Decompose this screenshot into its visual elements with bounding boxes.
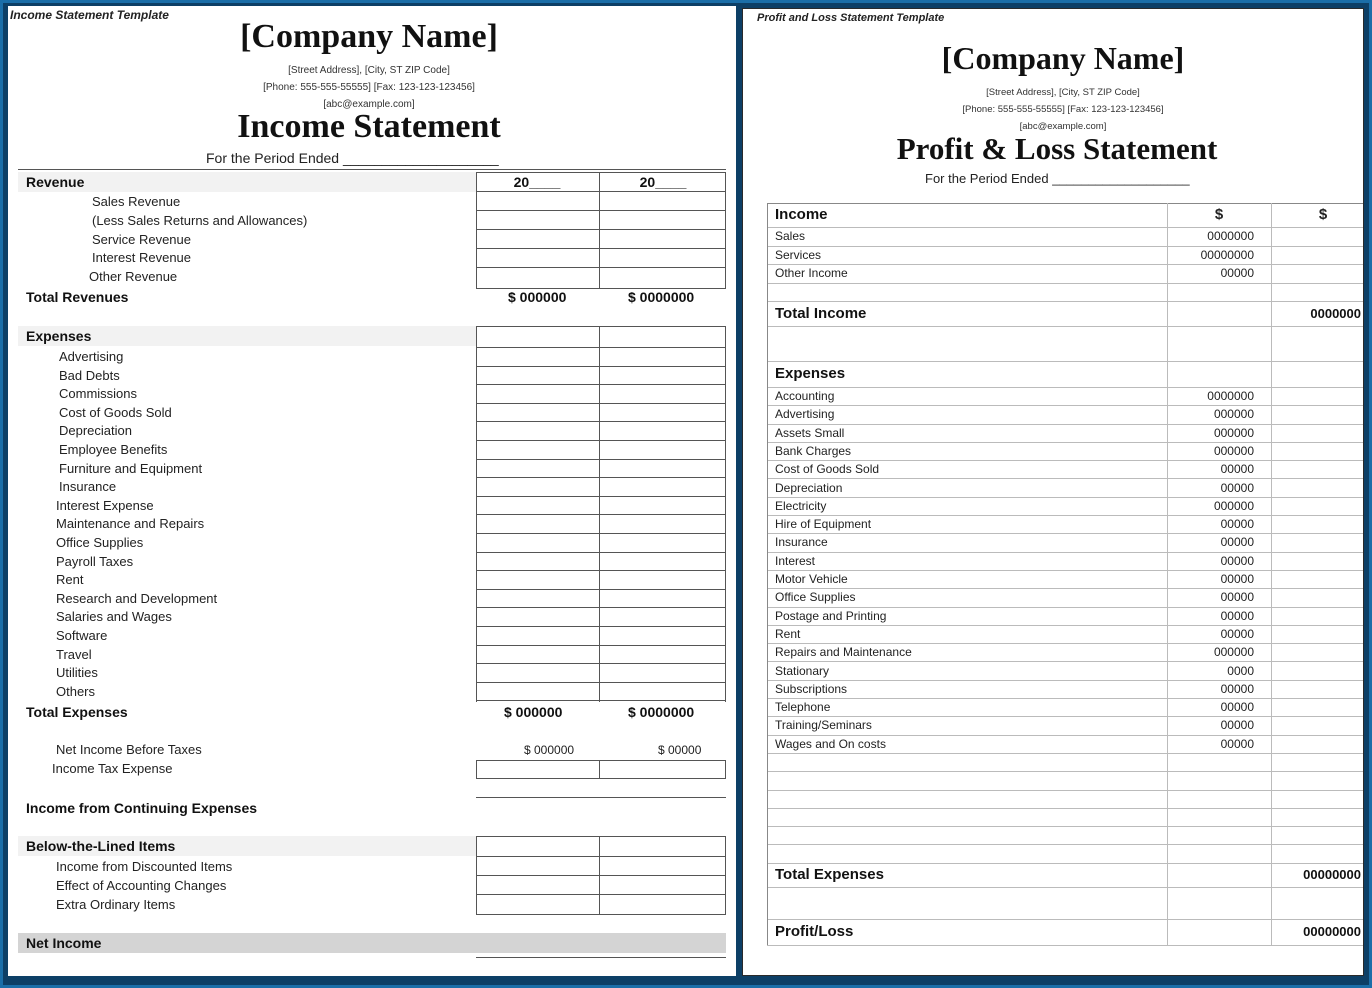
net-before-taxes-col1: $ 000000 (524, 743, 575, 757)
below-item: Extra Ordinary Items (56, 897, 176, 912)
pl-row-label: Telephone (775, 700, 831, 715)
email-line: [abc@example.com] (323, 99, 415, 110)
pl-row-label: Postage and Printing (775, 608, 887, 623)
pl-col-left (767, 203, 768, 945)
pl-row-value-1: 00000000 (1200, 247, 1254, 262)
pl-row-label: Repairs and Maintenance (775, 645, 912, 660)
grid-row-line (476, 288, 726, 289)
grid-row-line (476, 700, 726, 701)
pl-row-label: Other Income (775, 266, 848, 280)
phone-line: [Phone: 555-555-55555] [Fax: 123-123-123456] (263, 82, 475, 93)
template-title: Profit and Loss Statement Template (757, 12, 945, 24)
grid-row-line (476, 191, 726, 192)
grid-row-line (476, 552, 726, 553)
pl-col-right (1271, 203, 1272, 945)
expense-item: Interest Expense (56, 497, 154, 513)
pl-row (767, 387, 1364, 406)
pl-row-value-1: 00000 (1220, 608, 1254, 623)
grid-col-mid (599, 172, 600, 288)
grid-row-line (476, 384, 726, 385)
grid-row-line (476, 875, 726, 876)
pl-row-value-1: 0000000 (1207, 389, 1254, 403)
grid-row-line (476, 403, 726, 404)
pl-row-value-1: 00000 (1220, 266, 1254, 280)
continuing-line (476, 797, 726, 798)
below-item: Income from Discounted Items (56, 859, 233, 874)
pl-row (767, 771, 1364, 790)
tax-row-top (476, 760, 726, 761)
pl-row-value-1: 00000 (1220, 718, 1254, 733)
total-revenues-label: Total Revenues (26, 289, 129, 305)
grid-row-line (476, 459, 726, 460)
expense-item: Others (56, 683, 96, 699)
expense-item: Utilities (56, 665, 98, 681)
pl-row-label: Motor Vehicle (775, 572, 848, 586)
grid-col-left (476, 172, 477, 288)
grid-row-line (476, 589, 726, 590)
pl-row-value-1: 000000 (1213, 443, 1254, 458)
company-name: [Company Name] (941, 40, 1185, 76)
period-line: For the Period Ended ___________________ (925, 171, 1190, 186)
company-name: [Company Name] (240, 18, 498, 55)
pl-row-label: Total Expenses (775, 865, 884, 883)
header-divider (18, 169, 726, 170)
grid-row-line (476, 347, 726, 348)
grid-row-line (476, 836, 726, 837)
year-col-1: 20____ (513, 174, 561, 190)
pl-row-label: Cost of Goods Sold (775, 462, 880, 477)
grid-row-line (476, 421, 726, 422)
revenue-item: Sales Revenue (92, 194, 181, 209)
pl-row-label: Wages and On costs (775, 736, 886, 751)
pl-row-value-1: $ (1214, 206, 1224, 223)
grid-row-line (476, 210, 726, 211)
pl-row-value-1: 00000 (1220, 700, 1254, 715)
pl-row-value-1: 00000 (1220, 517, 1254, 532)
pl-col-mid (1167, 203, 1168, 945)
grid-row-line (476, 440, 726, 441)
tax-row-mid (599, 760, 600, 778)
grid-row-line (476, 607, 726, 608)
pl-row-value-1: 00000 (1220, 462, 1254, 477)
pl-row-label: Bank Charges (775, 443, 852, 458)
grid-row-line (476, 894, 726, 895)
pl-row-value-1: 0000000 (1207, 229, 1254, 243)
revenue-item: Interest Revenue (92, 250, 192, 265)
pl-row (767, 301, 1364, 327)
address-line: [Street Address], [City, ST ZIP Code] (986, 87, 1140, 98)
grid-row-line (476, 856, 726, 857)
pl-row (767, 515, 1364, 534)
pl-row-label: Total Income (775, 305, 867, 322)
pl-row-value-1: 00000 (1220, 535, 1254, 550)
revenue-item: (Less Sales Returns and Allowances) (92, 213, 308, 228)
pl-row (767, 361, 1364, 388)
grid-row-line (476, 533, 726, 534)
pl-row (767, 680, 1364, 699)
grid-row-line (476, 248, 726, 249)
pl-row (767, 460, 1364, 479)
income-statement-page (8, 6, 736, 976)
pl-table-top (767, 203, 1364, 204)
pl-row (767, 625, 1364, 644)
pl-row-value-1: 000000 (1213, 425, 1254, 440)
grid-row-line (476, 477, 726, 478)
net-income-label: Net Income (26, 935, 102, 951)
pl-row-label: Services (775, 247, 822, 262)
pl-row (767, 845, 1364, 864)
pl-row (767, 588, 1364, 607)
pl-row (767, 570, 1364, 589)
pl-row-label: Depreciation (775, 480, 843, 495)
pl-row-label: Profit/Loss (775, 922, 854, 940)
pl-row-label: Accounting (775, 389, 835, 403)
tax-row-left (476, 760, 477, 778)
statement-title: Profit & Loss Statement (896, 131, 1218, 166)
revenue-item: Service Revenue (92, 232, 191, 247)
pl-row-label: Interest (775, 553, 816, 568)
below-header: Below-the-Lined Items (26, 838, 176, 854)
pl-row (767, 753, 1364, 772)
continuing-label: Income from Continuing Expenses (26, 800, 258, 816)
below-item: Effect of Accounting Changes (56, 878, 227, 893)
expense-item: Salaries and Wages (56, 609, 172, 625)
pl-row-label: Income (775, 206, 828, 223)
pl-row (767, 497, 1364, 516)
pl-row-value-1: 000000 (1213, 645, 1254, 660)
net-before-taxes-label: Net Income Before Taxes (56, 742, 202, 757)
pl-row-value-2: 0000000 (1310, 306, 1361, 321)
pl-row (767, 227, 1364, 247)
pl-row-label: Rent (775, 626, 801, 641)
net-before-taxes-col2: $ 00000 (658, 743, 702, 757)
pl-row (767, 643, 1364, 662)
grid-row-line (476, 914, 726, 915)
pl-row (767, 662, 1364, 681)
pl-row-label: Subscriptions (775, 681, 848, 696)
expense-item: Depreciation (59, 423, 132, 439)
pl-row-label: Office Supplies (775, 590, 856, 605)
pl-row-label: Training/Seminars (775, 718, 872, 733)
grid-row-line (476, 663, 726, 664)
pl-row-value-1: 00000 (1220, 553, 1254, 568)
total-expenses-col1: $ 000000 (504, 704, 563, 720)
pl-row (767, 716, 1364, 735)
expense-item: Bad Debts (59, 367, 120, 383)
total-expenses-label: Total Expenses (26, 704, 128, 720)
grid-row-line (476, 682, 726, 683)
expense-item: Payroll Taxes (56, 553, 134, 569)
pl-row-value-1: 0000 (1227, 663, 1254, 678)
grid-row-line (476, 570, 726, 571)
total-expenses-col2: $ 0000000 (628, 704, 695, 720)
pl-row-value-1: 00000 (1220, 681, 1254, 696)
pl-row-label: Expenses (775, 365, 846, 382)
expense-item: Research and Development (56, 590, 218, 606)
pl-row-value-1: 00000 (1220, 590, 1254, 605)
pl-row-value-1: 00000 (1220, 572, 1254, 586)
pl-row (767, 790, 1364, 809)
expense-item: Maintenance and Repairs (56, 516, 205, 532)
net-income-band (18, 933, 726, 953)
expense-item: Software (56, 628, 108, 643)
expense-item: Insurance (59, 479, 117, 495)
pl-row-value-1: 00000 (1220, 626, 1254, 641)
template-title: Income Statement Template (10, 8, 169, 22)
pl-row (767, 442, 1364, 461)
pl-row (767, 479, 1364, 498)
grid-row-line (476, 172, 726, 173)
pl-row (767, 424, 1364, 443)
pl-row-label: Insurance (775, 535, 828, 550)
pl-row (767, 698, 1364, 717)
pl-row-value-1: 000000 (1213, 498, 1254, 513)
phone-line: [Phone: 555-555-55555] [Fax: 123-123-123456] (962, 104, 1164, 115)
pl-row (767, 246, 1364, 266)
pl-row (767, 863, 1364, 888)
year-col-2: 20____ (639, 174, 687, 190)
pl-row-value-1: 000000 (1213, 407, 1254, 422)
pl-row-value-1: 00000 (1220, 736, 1254, 751)
pl-row-value-2: $ (1318, 206, 1328, 223)
pl-row-value-2: 00000000 (1303, 923, 1361, 939)
revenue-band (18, 172, 476, 192)
pl-row (767, 203, 1364, 228)
profit-loss-page (742, 8, 1364, 976)
pl-row (767, 808, 1364, 827)
tax-row-right (725, 760, 726, 778)
grid-row-line (476, 229, 726, 230)
pl-row-label: Electricity (775, 498, 827, 513)
expense-item: Advertising (59, 349, 124, 364)
revenue-item: Other Revenue (89, 269, 178, 284)
grid-row-line (476, 326, 726, 327)
total-revenues-col2: $ 0000000 (628, 289, 695, 305)
income-tax-label: Income Tax Expense (52, 761, 173, 776)
pl-row (767, 283, 1364, 303)
expense-item: Cost of Goods Sold (59, 404, 172, 420)
pl-row (767, 735, 1364, 754)
period-line: For the Period Ended ____________________ (206, 150, 499, 166)
expense-item: Employee Benefits (59, 442, 168, 457)
pl-row-label: Hire of Equipment (775, 517, 872, 532)
pl-row (767, 826, 1364, 845)
grid-row-line (476, 645, 726, 646)
net-income-line (476, 957, 726, 958)
pl-row-value-1: 00000 (1220, 480, 1254, 495)
email-line: [abc@example.com] (1019, 121, 1107, 132)
grid-row-line (476, 267, 726, 268)
pl-row (767, 607, 1364, 626)
pl-row-label: Sales (775, 229, 806, 243)
grid-row-line (476, 626, 726, 627)
expense-item: Office Supplies (56, 535, 144, 550)
address-line: [Street Address], [City, ST ZIP Code] (288, 65, 450, 76)
statement-title: Income Statement (237, 108, 501, 145)
revenue-header: Revenue (26, 174, 85, 190)
grid-row-line (476, 496, 726, 497)
expenses-header: Expenses (26, 328, 92, 344)
pl-row (767, 405, 1364, 424)
pl-row-label: Advertising (775, 407, 835, 422)
grid-row-line (476, 514, 726, 515)
tax-row-bottom (476, 778, 726, 779)
pl-row (767, 533, 1364, 552)
grid-row-line (476, 366, 726, 367)
expense-item: Commissions (59, 386, 138, 402)
pl-row-label: Stationary (775, 663, 830, 678)
expense-item: Travel (56, 646, 92, 662)
pl-row-value-2: 00000000 (1303, 866, 1361, 882)
pl-row-label: Assets Small (775, 425, 845, 440)
pl-row (767, 552, 1364, 571)
pl-row (767, 919, 1364, 946)
total-revenues-col1: $ 000000 (508, 289, 567, 305)
pl-row (767, 887, 1364, 920)
expense-item: Furniture and Equipment (59, 460, 203, 476)
grid-col-right (725, 172, 726, 288)
expense-item: Rent (56, 572, 84, 588)
pl-row (767, 326, 1364, 362)
pl-row (767, 264, 1364, 284)
